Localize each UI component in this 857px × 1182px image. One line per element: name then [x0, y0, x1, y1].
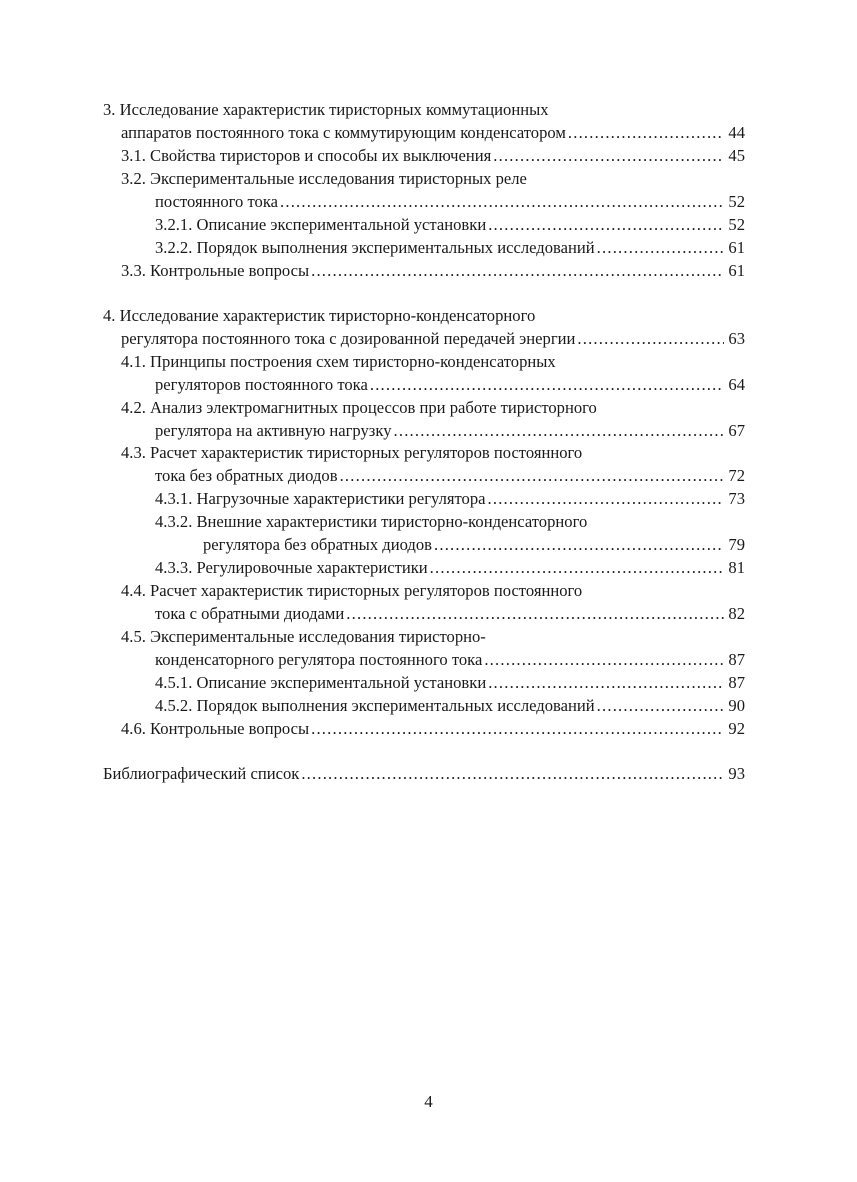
toc-entry-bibliography-line-1: Библиографический список ..... 93: [103, 763, 745, 786]
dot-leader: [568, 122, 725, 145]
dot-leader: [597, 237, 725, 260]
toc-entry-4-5-1-line-1: 4.5.1. Описание экспериментальной установки ..... 87: [155, 672, 745, 695]
page-number: 4: [424, 1092, 433, 1111]
page-ref: 45: [728, 146, 745, 165]
toc-entry-4-line-2: регулятора постоянного тока с дозированной передачей энергии ..... 63: [121, 328, 745, 351]
toc-entry-3-line-1: 3. Исследование характеристик тиристорных коммутационных: [103, 100, 549, 119]
toc-entry-4-2-line-2: регулятора на активную нагрузку ..... 67: [155, 420, 745, 443]
page-ref: 44: [728, 123, 745, 142]
toc-entry-4-5-line-2: конденсаторного регулятора постоянного тока ..... 87: [155, 649, 745, 672]
toc-entry-4-3-3-line-1: 4.3.3. Регулировочные характеристики ..... 81: [155, 557, 745, 580]
toc-entry-4-3-1-line-1: 4.3.1. Нагрузочные характеристики регулятора ..... 73: [155, 488, 745, 511]
page-ref: 61: [728, 238, 745, 257]
page-ref: 61: [728, 261, 745, 280]
toc-entry-4-3-2-line-1: 4.3.2. Внешние характеристики тиристорно-конденсаторного: [155, 512, 588, 531]
toc-entry-3-line-2: аппаратов постоянного тока с коммутирующим конденсатором ..... 44: [121, 122, 745, 145]
toc-entry-3-2-line-1: 3.2. Экспериментальные исследования тиристорных реле: [121, 169, 527, 188]
dot-leader: [597, 695, 725, 718]
page-ref: 79: [728, 535, 745, 554]
page-ref: 90: [728, 696, 745, 715]
toc-entry-4-4-line-2: тока с обратными диодами ..... 82: [155, 603, 745, 626]
page-ref: 82: [728, 604, 745, 623]
toc-entry-3-2-2-line-1: 3.2.2. Порядок выполнения экспериментальных исследований ..... 61: [155, 237, 745, 260]
page-ref: 72: [728, 466, 745, 485]
dot-leader: [434, 534, 724, 557]
page-ref: 92: [728, 719, 745, 738]
page-ref: 63: [728, 329, 745, 348]
dot-leader: [346, 603, 724, 626]
toc-entry-4-3-2-line-2: регулятора без обратных диодов ..... 79: [203, 534, 745, 557]
page-ref: 67: [728, 421, 745, 440]
page-ref: 87: [728, 673, 745, 692]
page-ref: 93: [728, 764, 745, 783]
page-ref: 81: [728, 558, 745, 577]
dot-leader: [430, 557, 725, 580]
page-ref: 87: [728, 650, 745, 669]
page-ref: 73: [728, 489, 745, 508]
toc-entry-4-3-line-1: 4.3. Расчет характеристик тиристорных регуляторов постоянного: [121, 443, 583, 462]
toc-entry-4-4-line-1: 4.4. Расчет характеристик тиристорных регуляторов постоянного: [121, 581, 583, 600]
toc-entry-3-2-line-2: постоянного тока ..... 52: [155, 191, 745, 214]
dot-leader: [394, 420, 725, 443]
toc-entry-4-3-line-2: тока без обратных диодов ..... 72: [155, 465, 745, 488]
dot-leader: [311, 718, 724, 741]
toc-entry-4-5-2-line-1: 4.5.2. Порядок выполнения экспериментальных исследований ..... 90: [155, 695, 745, 718]
dot-leader: [484, 649, 724, 672]
dot-leader: [488, 672, 724, 695]
toc-entry-4-5-line-1: 4.5. Экспериментальные исследования тиристорно-: [121, 627, 486, 646]
dot-leader: [301, 763, 724, 786]
page-ref: 52: [728, 192, 745, 211]
toc-entry-4-line-1: 4. Исследование характеристик тиристорно-конденсаторного: [103, 306, 536, 325]
page-ref: 64: [728, 375, 745, 394]
toc-entry-3-1-line-1: 3.1. Свойства тиристоров и способы их выключения ..... 45: [121, 145, 745, 168]
toc-entry-4-1-line-2: регуляторов постоянного тока ..... 64: [155, 374, 745, 397]
dot-leader: [340, 465, 725, 488]
toc-entry-4-6-line-1: 4.6. Контрольные вопросы ..... 92: [121, 718, 745, 741]
dot-leader: [493, 145, 724, 168]
dot-leader: [311, 260, 724, 283]
dot-leader: [370, 374, 725, 397]
dot-leader: [280, 191, 724, 214]
toc-entry-3-2-1-line-1: 3.2.1. Описание экспериментальной установки ..... 52: [155, 214, 745, 237]
dot-leader: [577, 328, 724, 351]
dot-leader: [488, 488, 725, 511]
toc-entry-4-2-line-1: 4.2. Анализ электромагнитных процессов при работе тиристорного: [121, 398, 597, 417]
dot-leader: [488, 214, 724, 237]
toc-entry-4-1-line-1: 4.1. Принципы построения схем тиристорно-конденсаторных: [121, 352, 556, 371]
toc-entry-3-3-line-1: 3.3. Контрольные вопросы ..... 61: [121, 260, 745, 283]
page-ref: 52: [728, 215, 745, 234]
